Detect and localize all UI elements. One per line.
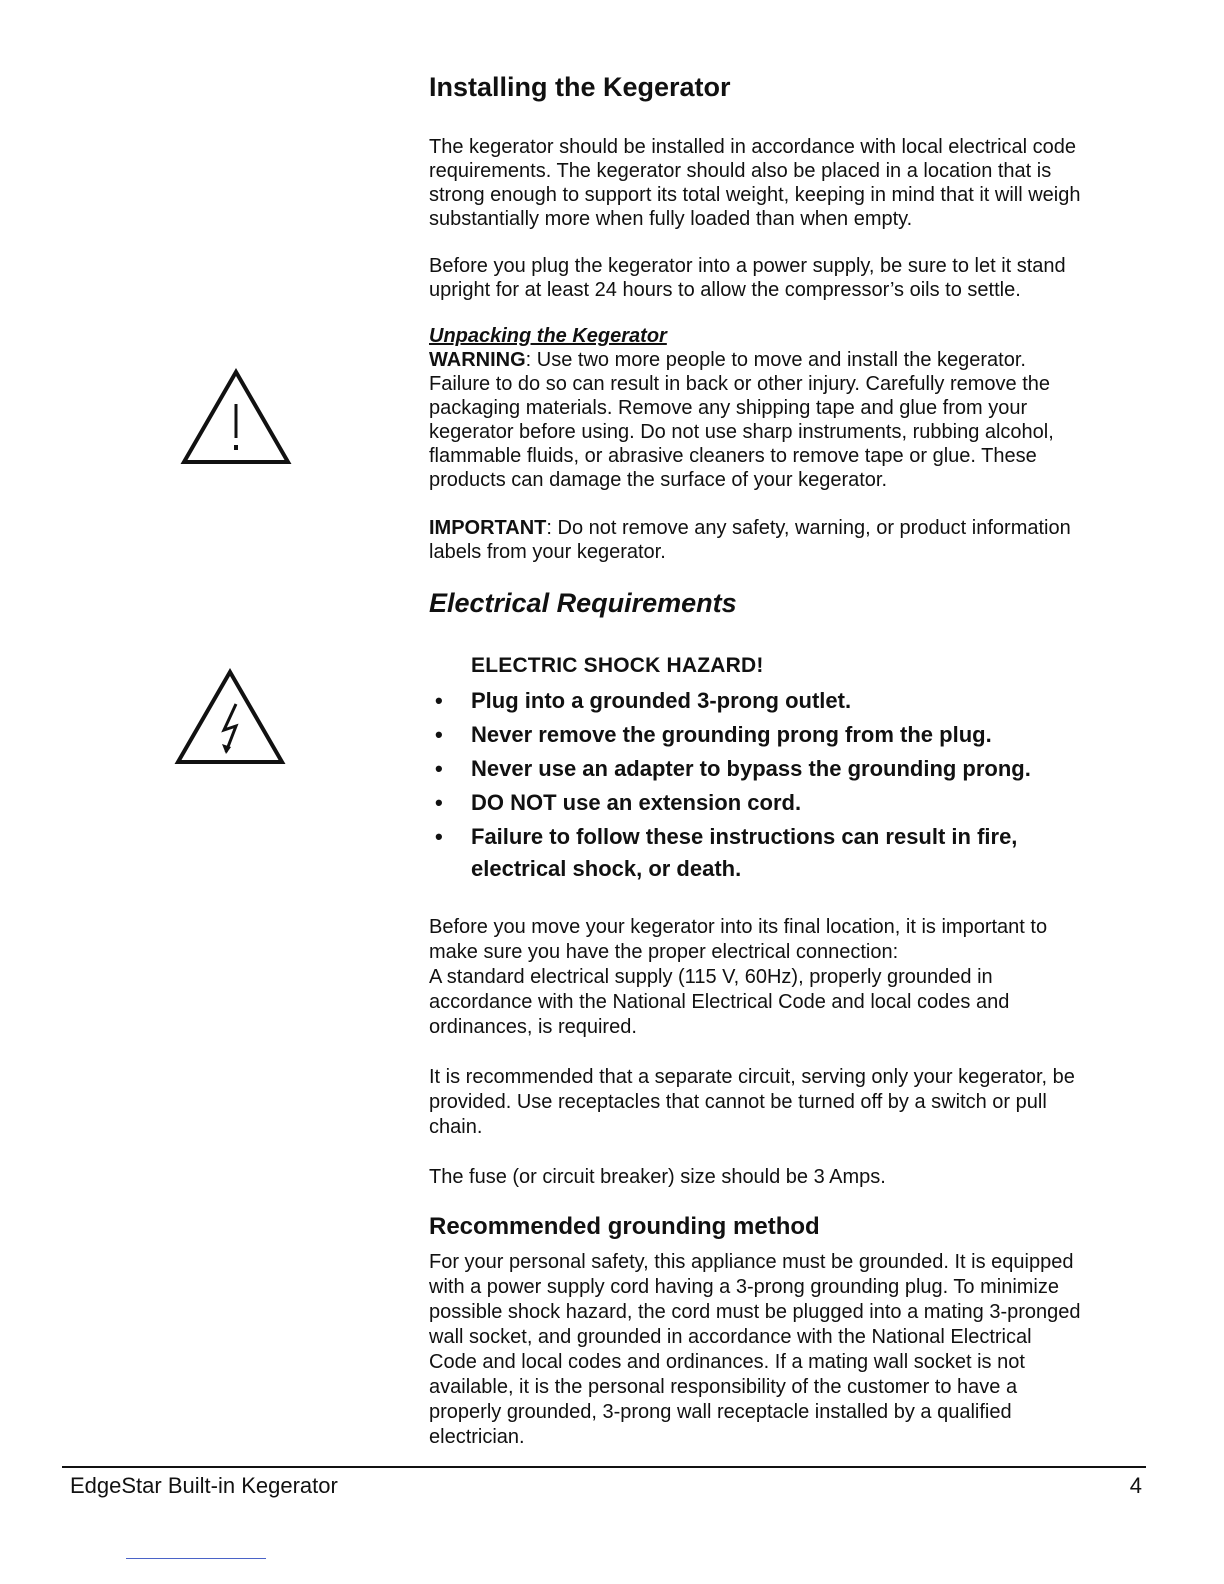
text-line: properly grounded, 3-prong wall receptacle installed by a qualified: [429, 1401, 1012, 1423]
list-item: • Plug into a grounded 3-prong outlet.: [429, 684, 1169, 718]
section-title-installing: Installing the Kegerator: [429, 72, 731, 102]
text-line: Code and local codes and ordinances. If a mating wall socket is not: [429, 1351, 1025, 1373]
text-line: with a power supply cord having a 3-prong grounding plug. To minimize: [429, 1276, 1059, 1298]
important-label: IMPORTANT: [429, 517, 547, 539]
hazard-title: ELECTRIC SHOCK HAZARD!: [471, 654, 764, 677]
warning-label: WARNING: [429, 349, 526, 371]
list-item: • Never remove the grounding prong from the plug.: [429, 718, 1169, 752]
bullet-continuation: electrical shock, or death.: [471, 856, 742, 881]
text-line: substantially more when fully loaded than when empty.: [429, 208, 913, 230]
important-paragraph: [429, 516, 1159, 564]
text-line: Failure to do so can result in back or other injury. Carefully remove the: [429, 373, 1051, 395]
installing-paragraph-1: [429, 135, 1159, 231]
list-item: • DO NOT use an extension cord.: [429, 786, 1169, 820]
footer-document-title: EdgeStar Built-in Kegerator: [70, 1473, 338, 1498]
text-line: available, it is the personal responsibility of the customer to have a: [429, 1376, 1018, 1398]
text-line: accordance with the National Electrical Code and local codes and: [429, 991, 1010, 1013]
fuse-size-text: The fuse (or circuit breaker) size should be 3 Amps.: [429, 1166, 886, 1188]
list-item: • Failure to follow these instructions can result in fire,: [429, 820, 1169, 854]
text-line: A standard electrical supply (115 V, 60Hz), properly grounded in: [429, 966, 993, 988]
text-line: ordinances, is required.: [429, 1016, 637, 1038]
text-line: flammable fluids, or abrasive cleaners to remove tape or glue. These: [429, 445, 1037, 467]
text-line: The kegerator should be installed in accordance with local electrical code: [429, 136, 1077, 158]
text-line: upright for at least 24 hours to allow the compressor’s oils to settle.: [429, 279, 1021, 301]
text-line: kegerator before using. Do not use sharp instruments, rubbing alcohol,: [429, 421, 1054, 443]
electric-shock-hazard-icon: [174, 668, 286, 766]
text-line: provided. Use receptacles that cannot be turned off by a switch or pull: [429, 1091, 1047, 1113]
text-line: chain.: [429, 1116, 483, 1138]
list-item: • Never use an adapter to bypass the grounding prong.: [429, 752, 1169, 786]
grounding-paragraph: [429, 1250, 1159, 1450]
text-line: electrician.: [429, 1426, 525, 1448]
footer-divider: [62, 1466, 1146, 1468]
hazard-bullet-list: [429, 684, 1169, 854]
subsection-title-unpacking: Unpacking the Kegerator: [429, 325, 667, 347]
text-line: Before you plug the kegerator into a power supply, be sure to let it stand: [429, 255, 1066, 277]
text-line: For your personal safety, this appliance must be grounded. It is equipped: [429, 1251, 1074, 1273]
page-number: 4: [1129, 1473, 1142, 1498]
electrical-paragraph-1: [429, 915, 1159, 1040]
important-text: : Do not remove any safety, warning, or product information: [546, 517, 1071, 539]
text-line: requirements. The kegerator should also be placed in a location that is: [429, 160, 1052, 182]
text-line: make sure you have the proper electrical connection:: [429, 941, 899, 963]
text-line: products can damage the surface of your kegerator.: [429, 469, 888, 491]
text-line: Before you move your kegerator into its final location, it is important to: [429, 916, 1048, 938]
text-line: strong enough to support its total weight, keeping in mind that it will weigh: [429, 184, 1081, 206]
section-title-grounding: Recommended grounding method: [429, 1213, 820, 1240]
installing-paragraph-2: [429, 254, 1159, 302]
text-line: wall socket, and grounded in accordance with the National Electrical: [429, 1326, 1032, 1348]
text-line: It is recommended that a separate circuit, serving only your kegerator, be: [429, 1066, 1075, 1088]
text-line: labels from your kegerator.: [429, 541, 666, 563]
warning-paragraph: [429, 348, 1159, 492]
link-underline-decoration: [126, 1558, 266, 1559]
electrical-paragraph-2: [429, 1065, 1159, 1140]
text-line: possible shock hazard, the cord must be plugged into a mating 3-pronged: [429, 1301, 1081, 1323]
section-title-electrical: Electrical Requirements: [429, 588, 737, 618]
warning-exclamation-icon: [180, 368, 292, 466]
text-line: packaging materials. Remove any shipping tape and glue from your: [429, 397, 1028, 419]
warning-text: : Use two more people to move and install the kegerator.: [525, 349, 1026, 371]
